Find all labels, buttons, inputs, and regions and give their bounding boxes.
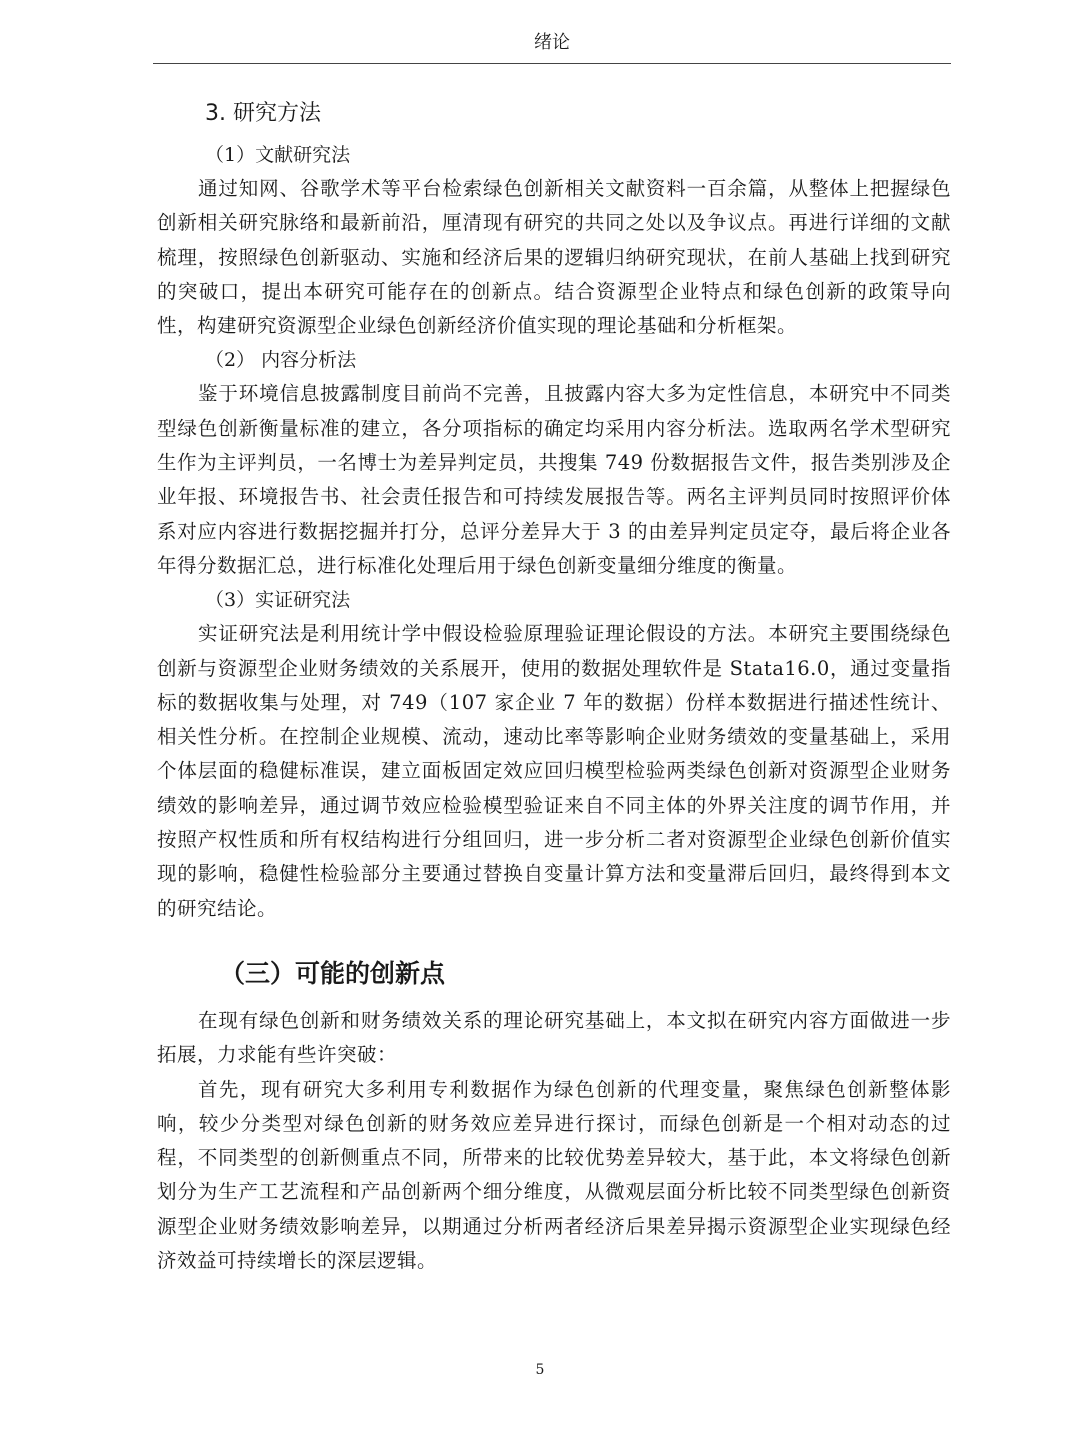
method-title-empirical: （3）实证研究法 bbox=[205, 589, 351, 612]
running-header: 绪论 bbox=[534, 32, 570, 53]
innovation-intro-paragraph: 在现有绿色创新和财务绩效关系的理论研究基础上，本文拟在研究内容方面做进一步拓展，力求能有些许突破： bbox=[157, 1008, 951, 1067]
method-title-content-analysis: （2） 内容分析法 bbox=[205, 349, 357, 372]
innovation-first-point-paragraph: 首先，现有研究大多利用专利数据作为绿色创新的代理变量，聚焦绿色创新整体影响，较少分类型对绿色创新的财务效应差异进行探讨，而绿色创新是一个相对动态的过程，不同类型的创新侧重点不同，所带来的比较优势差异较大，基于此，本文将绿色创新划分为生产工艺流程和产品创新两个细分维度，从微观层面分析比较不同类型绿色创新资源型企业财务绩效影响差异，以期通过分析两者经济后果差异揭示资源型企业实现绿色经济效益可持续增长的深层逻辑。 bbox=[157, 1077, 951, 1273]
method-paragraph-literature: 通过知网、谷歌学术等平台检索绿色创新相关文献资料一百余篇，从整体上把握绿色创新相关研究脉络和最新前沿，厘清现有研究的共同之处以及争议点。再进行详细的文献梳理，按照绿色创新驱动、实施和经济后果的逻辑归纳研究现状，在前人基础上找到研究的突破口，提出本研究可能存在的创新点。结合资源型企业特点和绿色创新的政策导向性，构建研究资源型企业绿色创新经济价值实现的理论基础和分析框架。 bbox=[157, 177, 951, 338]
section-heading-research-methods: 3. 研究方法 bbox=[205, 101, 321, 126]
method-paragraph-content-analysis: 鉴于环境信息披露制度目前尚不完善，且披露内容大多为定性信息，本研究中不同类型绿色创新衡量标准的建立，各分项指标的确定均采用内容分析法。选取两名学术型研究生作为主评判员，一名博士为差异判定员，共搜集 749 份数据报告文件，报告类别涉及企业年报、环境报告书、社会责任报告和可持续发展报告等。两名主评判员同时按照评价体系对应内容进行数据挖掘并打分，总评分差异大于 3 的由差异判定员定夺，最后将企业各年得分数据汇总，进行标准化处理后用于绿色创新变量细分维度的衡量。 bbox=[157, 382, 951, 577]
page-number: 5 bbox=[535, 1362, 545, 1378]
header-divider bbox=[153, 63, 951, 64]
method-paragraph-empirical: 实证研究法是利用统计学中假设检验原理验证理论假设的方法。本研究主要围绕绿色创新与资源型企业财务绩效的关系展开，使用的数据处理软件是 Stata16.0，通过变量指标的数据收集与处理，对 749（107 家企业 7 年的数据）份样本数据进行描述性统计、相关性分析。在控制企业规模、流动，速动比率等影响企业财务绩效的变量基础上，采用个体层面的稳健标准误，建立面板固定效应回归模型检验两类绿色创新对资源型企业财务绩效的影响差异，通过调节效应检验模型验证来自不同主体的外界关注度的调节作用，并按照产权性质和所有权结构进行分组回归，进一步分析二者对资源型企业绿色创新价值实现的影响，稳健性检验部分主要通过替换自变量计算方法和变量滞后回归，最终得到本文的研究结论。 bbox=[157, 622, 951, 920]
method-title-literature: （1）文献研究法 bbox=[205, 144, 351, 166]
section-heading-innovation-points: （三）可能的创新点 bbox=[220, 958, 446, 988]
page-body bbox=[157, 96, 951, 1278]
